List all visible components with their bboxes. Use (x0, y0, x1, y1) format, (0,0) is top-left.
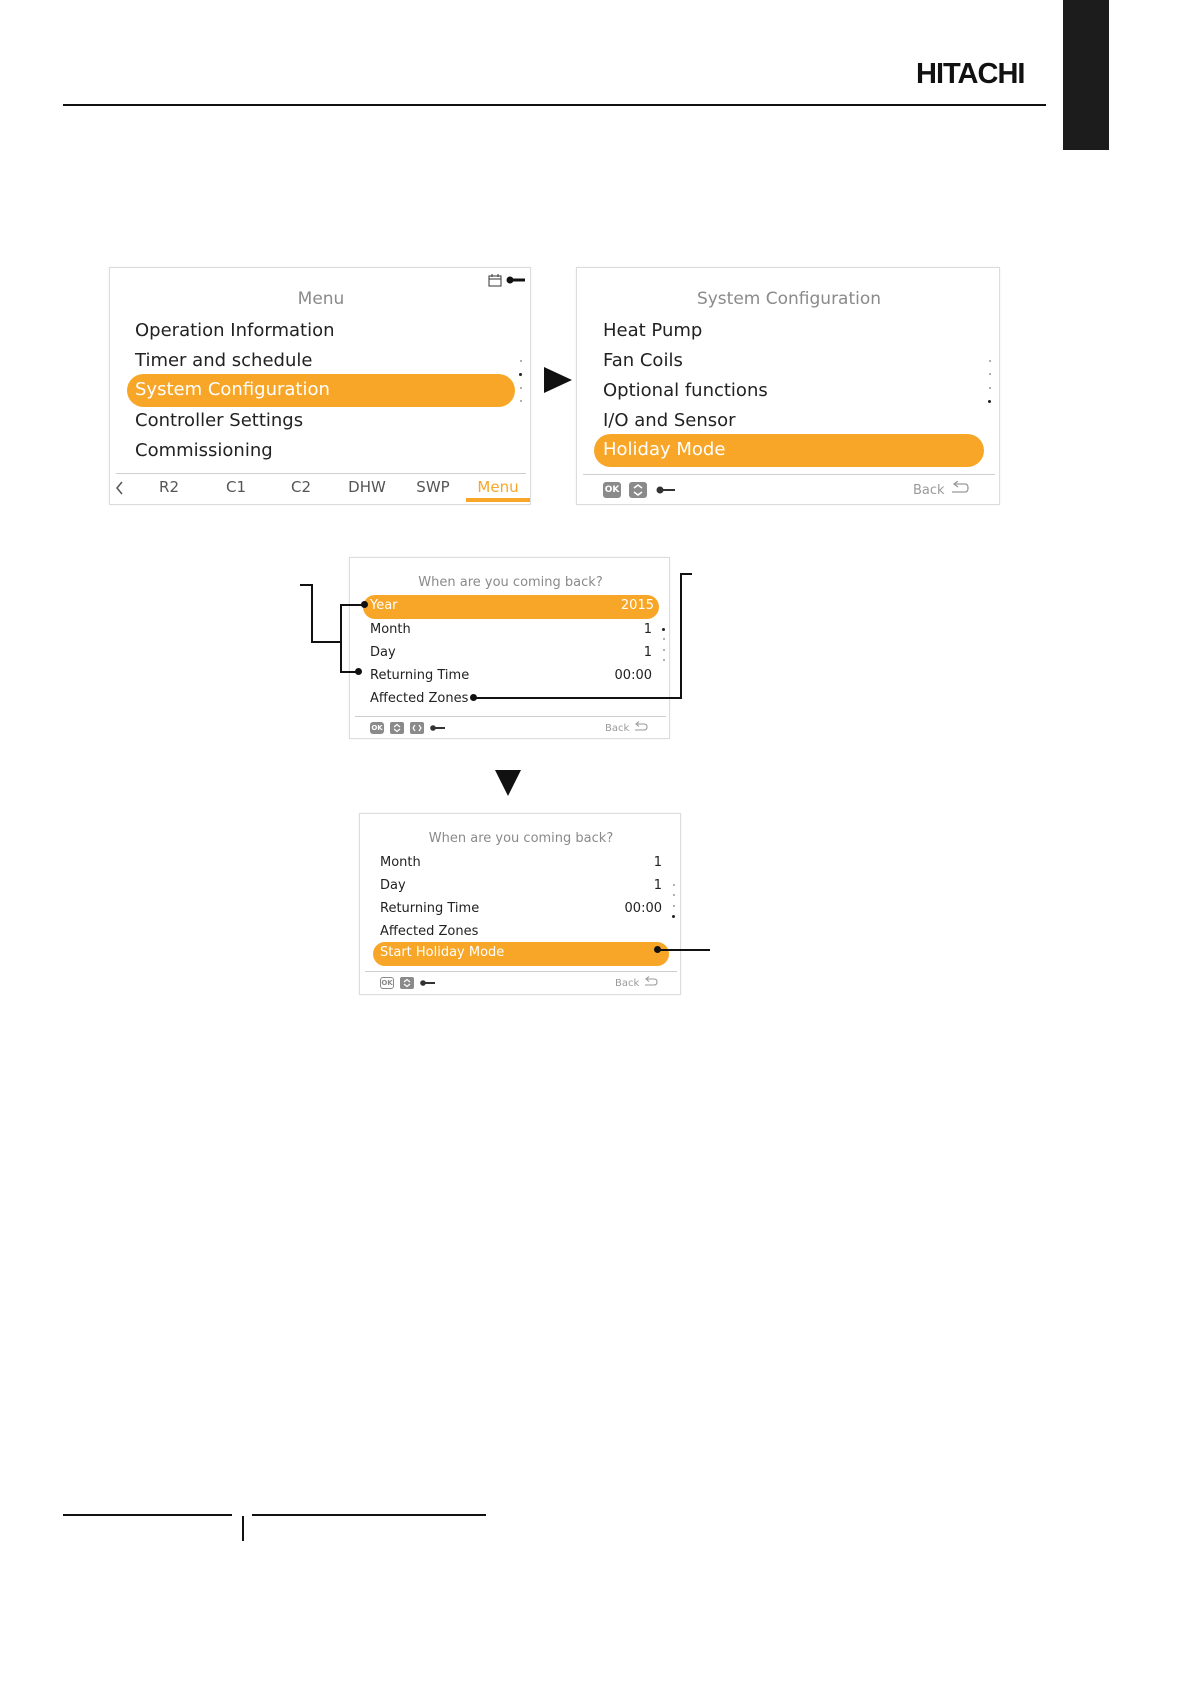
callout-line-right-vertical (680, 573, 682, 699)
scroll-dot (663, 638, 665, 640)
row-returning-time-value: 00:00 (614, 668, 652, 683)
scroll-dot (989, 373, 991, 375)
row-month-value: 1 (643, 622, 652, 637)
row-start-holiday-mode[interactable]: Start Holiday Mode (373, 942, 669, 966)
callout-bullet-returning-time (355, 668, 362, 675)
callout-line-bracket-vertical (340, 604, 342, 673)
up-down-key-icon[interactable] (400, 977, 414, 989)
ok-key-icon[interactable]: OK (381, 979, 393, 987)
footer-separator (365, 971, 677, 972)
scroll-dot (989, 360, 991, 362)
footer-separator (583, 474, 995, 475)
tab-dhw[interactable]: DHW (348, 478, 386, 496)
row-value: 2015 (620, 598, 654, 613)
back-arrow-icon[interactable] (949, 481, 969, 497)
up-down-key-icon[interactable] (390, 722, 404, 734)
menu-item-system-configuration[interactable]: System Configuration (127, 374, 515, 407)
menu-item-controller-settings[interactable]: Controller Settings (135, 410, 304, 431)
system-configuration-title: System Configuration (696, 289, 882, 309)
scroll-dot (663, 649, 665, 651)
calendar-icon (488, 273, 502, 287)
holiday-screen-1 (349, 557, 670, 739)
row-affected-zones[interactable]: Affected Zones (370, 691, 469, 706)
wrench-icon (656, 484, 676, 496)
tab-c1[interactable]: C1 (225, 478, 247, 496)
row-returning-time[interactable]: Returning Time (380, 901, 480, 916)
menu-item-heat-pump[interactable]: Heat Pump (603, 320, 703, 341)
footer-rule-right (252, 1514, 486, 1516)
row-month[interactable]: Month (370, 622, 411, 637)
arrow-down-icon (494, 769, 522, 797)
holiday-title-2: When are you coming back? (428, 831, 614, 846)
menu-title: Menu (297, 289, 345, 309)
brand-logo: HITACHI (916, 58, 1025, 90)
menu-item-holiday-mode[interactable]: Holiday Mode (594, 434, 984, 467)
menu-item-io-and-sensor[interactable]: I/O and Sensor (603, 410, 736, 431)
scroll-dot (520, 360, 522, 362)
callout-line-right-horizontal (474, 697, 682, 699)
scroll-dot (520, 387, 522, 389)
menu-item-timer-and-schedule[interactable]: Timer and schedule (135, 350, 313, 371)
menu-item-operation-information[interactable]: Operation Information (135, 320, 335, 341)
scroll-dot (989, 387, 991, 389)
tab-r2[interactable]: R2 (159, 478, 179, 496)
row-day[interactable]: Day (370, 645, 396, 660)
scroll-dot-active (519, 373, 522, 376)
menu-item-fan-coils[interactable]: Fan Coils (603, 350, 683, 371)
row-day[interactable]: Day (380, 878, 406, 893)
menu-screen (109, 267, 531, 505)
callout-line-right-top (680, 573, 692, 575)
scroll-dot (673, 894, 675, 896)
scroll-dot (663, 659, 665, 661)
menu-item-commissioning[interactable]: Commissioning (135, 440, 273, 461)
tab-menu[interactable]: Menu (477, 478, 519, 496)
scroll-dot-active (662, 628, 665, 631)
row-label: Year (370, 598, 398, 613)
back-label[interactable]: Back (615, 978, 640, 989)
callout-line-start-holiday-mode (658, 949, 710, 951)
header-rule (63, 104, 1046, 106)
scroll-dot (673, 905, 675, 907)
row-day-value: 1 (643, 645, 652, 660)
back-arrow-icon[interactable] (642, 976, 658, 989)
tab-swp[interactable]: SWP (416, 478, 450, 496)
menu-item-optional-functions[interactable]: Optional functions (603, 380, 768, 401)
scroll-dot (673, 884, 675, 886)
wrench-icon (420, 978, 436, 988)
scroll-dot-active (988, 400, 991, 403)
ok-key-icon[interactable]: OK (603, 482, 621, 498)
callout-line-left-mid-horizontal (311, 641, 341, 643)
row-year[interactable] (363, 595, 659, 619)
footer-divider (242, 1516, 244, 1541)
row-returning-time-value: 00:00 (624, 901, 662, 916)
chevron-left-icon[interactable] (115, 481, 125, 495)
row-day-value: 1 (653, 878, 662, 893)
row-month[interactable]: Month (380, 855, 421, 870)
back-label[interactable]: Back (913, 483, 945, 498)
scroll-dot-active (672, 915, 675, 918)
holiday-screen-2 (359, 813, 681, 995)
footer-separator (355, 716, 666, 717)
scroll-dot (520, 400, 522, 402)
row-affected-zones[interactable]: Affected Zones (380, 924, 479, 939)
active-tab-indicator (466, 498, 530, 502)
back-label[interactable]: Back (605, 723, 630, 734)
ok-key-icon[interactable]: OK (371, 724, 383, 732)
wrench-icon (430, 723, 446, 733)
tab-c2[interactable]: C2 (290, 478, 312, 496)
arrow-right-icon (543, 366, 573, 394)
holiday-title-1: When are you coming back? (418, 575, 603, 590)
row-month-value: 1 (653, 855, 662, 870)
back-arrow-icon[interactable] (632, 721, 648, 734)
callout-bullet-year (361, 601, 368, 608)
wrench-icon (506, 274, 526, 286)
system-configuration-screen (576, 267, 1000, 505)
up-down-key-icon[interactable] (629, 482, 647, 498)
row-returning-time[interactable]: Returning Time (370, 668, 470, 683)
callout-line-left-vertical (311, 584, 313, 642)
footer-rule-left (63, 1514, 232, 1516)
side-tab (1063, 0, 1109, 150)
tab-bar-separator (116, 473, 526, 474)
left-right-key-icon[interactable] (410, 722, 424, 734)
